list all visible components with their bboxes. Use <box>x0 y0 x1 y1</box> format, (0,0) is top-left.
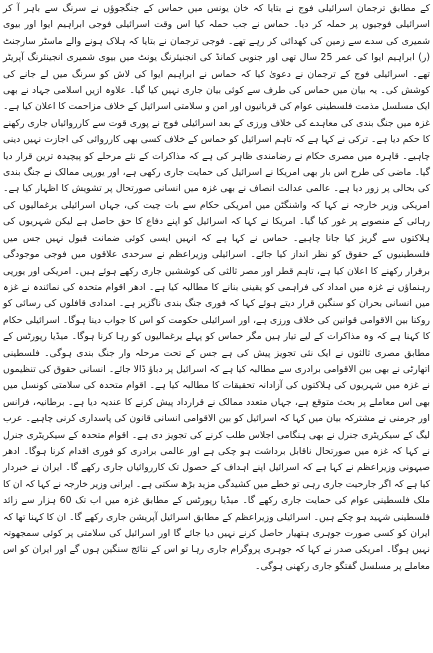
news-article <box>3 1 430 575</box>
article-paragraph: کے مطابق ترجمان اسرائیلی فوج نے بتایا کہ خان یونس میں حماس کے جنگجوؤں نے سرنگ سے باہر آ کر اسرائیلی فوجیوں پر حملہ کر دیا۔ حماس نے جب حملہ کیا اس وقت اسرائیلی فوجی ابراہیم ایوا اور بیوی شمیری کی سدے سے زمین کی کھدائی کر رہے تھے۔ فوجی ترجمان نے بتایا کہ ہلاک ہونے والے ماسٹر سارجنٹ (ر) ابراہیم ایوا کی عمر 25 سال تھی اور جنوبی کمانڈ کی انجنیئرنگ یونٹ میں بیوی شمیری انجینئرنگ آپریٹر تھے۔ اسرائیلی فوج کے ترجمان نے دعویٰ کیا کہ حماس نے ابراہیم ایوا کی لاش کو سرنگ میں لے جانے کی کوشش کی۔ یہ بیان میں حماس کی طرف سے کوئی بیان جاری نہیں کیا گیا۔ علاوہ ازیں اسلامی جہاد نے بھی ایک مسلسل مذمت فلسطینی عوام کی قربانیوں اور امن و سلامتی اسرائیل کے خلاف مزاحمت کا اعلان کیا ہے۔ غزہ میں جنگ بندی کی معاہدے کی خلاف ورزی کے بعد اسرائیلی فوج نے پوری قوت سے کارروائیاں جاری رکھنے کا حکم دیا ہے۔ ترکی نے کہا ہے کہ تاہم اسرائیل کو حماس کے خلاف کسی بھی کارروائی کی اجازت نہیں دینی چاہیے۔ قاہرہ میں مصری حکام نے رضامندی ظاہر کی ہے کہ مذاکرات کے نئے مرحلے کو پیچیدہ ترین قرار دیا گیا۔ ماضی کی طرح اس بار بھی امریکا نے اسرائیل کی حمایت جاری رکھی ہے، اور یورپی ممالک نے جنگ بندی کی بحالی پر زور دیا ہے۔ عالمی عدالت انصاف نے بھی غزہ میں انسانی صورتحال پر تشویش کا اظہار کیا ہے۔ امریکی وزیر خارجہ نے کہا کہ واشنگٹن میں امریکی حکام سے بات چیت کی، جہاں اسرائیلی یرغمالیوں کی رہائی کے منصوبے پر غور کیا گیا۔ امریکا نے کہا کہ اسرائیل کو اپنے دفاع کا حق حاصل ہے لیکن شہریوں کی ہلاکتوں سے گریز کیا جانا چاہیے۔ حماس نے کہا ہے کہ انہیں ایسی کوئی ضمانت قبول نہیں جس میں فلسطینیوں کے حقوق کو نظر انداز کیا جائے۔ اسرائیلی وزیراعظم نے سرحدی علاقوں میں فوجی موجودگی برقرار رکھنے کا اعلان کیا ہے، تاہم قطر اور مصر ثالثی کی کوششیں جاری رکھے ہوئے ہیں۔ امریکی اور یورپی رہنماؤں نے غزہ میں امداد کی فراہمی کو یقینی بنانے کا مطالبہ کیا ہے۔ ادھر اقوام متحدہ کی نمائندہ نے غزہ میں انسانی بحران کو سنگین قرار دیتے ہوئے کہا کہ فوری جنگ بندی ناگزیر ہے۔ امدادی قافلوں کی رسائی کو روکنا بین الاقوامی قوانین کی خلاف ورزی ہے، اور اسرائیلی حکومت کو اس کا جواب دینا ہوگا۔ اسرائیلی حکام کا کہنا ہے کہ وہ مذاکرات کے لیے تیار ہیں مگر حماس کو پہلے یرغمالیوں کو رہا کرنا ہوگا۔ میڈیا رپورٹس کے مطابق مصری ثالثوں نے ایک نئی تجویز پیش کی ہے جس کے تحت مرحلہ وار جنگ بندی ہوگی۔ فلسطینی اتھارٹی نے بھی بین الاقوامی برادری سے مطالبہ کیا ہے کہ اسرائیل پر دباؤ ڈالا جائے۔ انسانی حقوق کی تنظیموں نے غزہ میں شہریوں کی ہلاکتوں کی آزادانہ تحقیقات کا مطالبہ کیا ہے۔ اقوام متحدہ کی سلامتی کونسل میں بھی اس معاملے پر بحث متوقع ہے، جہاں متعدد ممالک نے قرارداد پیش کرنے کا عندیہ دیا ہے۔ برطانیہ، فرانس اور جرمنی نے مشترکہ بیان میں کہا کہ اسرائیل کو بین الاقوامی انسانی قانون کی پاسداری کرنی چاہیے۔ عرب لیگ کے سیکریٹری جنرل نے بھی ہنگامی اجلاس طلب کرنے کی تجویز دی ہے۔ اقوام متحدہ کے سیکریٹری جنرل نے کہا کہ غزہ میں صورتحال ناقابل برداشت ہو چکی ہے اور عالمی برادری کو فوری اقدام کرنا ہوگا۔ ادھر صیہونی وزیراعظم نے کہا ہے کہ اسرائیل اپنے اہداف کے حصول تک کارروائیاں جاری رکھے گا۔ ایران نے خبردار کیا ہے کہ اگر جارحیت جاری رہی تو خطے میں کشیدگی مزید بڑھ سکتی ہے۔ ایرانی وزیر خارجہ نے کہا کہ ان کا ملک فلسطینی عوام کی حمایت جاری رکھے گا۔ میڈیا رپورٹس کے مطابق غزہ میں اب تک 60 ہزار سے زائد فلسطینی شہید ہو چکے ہیں۔ اسرائیلی وزیراعظم کے مطابق اسرائیل آپریشن جاری رکھے گا۔ ان کا کہنا تھا کہ ایران کو کسی صورت جوہری ہتھیار حاصل کرنے نہیں دیا جائے گا اور اسرائیل کی سلامتی پر کوئی سمجھوتہ نہیں ہوگا۔ امریکی صدر نے کہا کہ جوہری پروگرام جاری رہا تو اس کے نتائج سنگین ہوں گے اور ایران کو اس معاملے پر مسلسل گفتگو جاری رکھنی ہوگی۔ <box>3 3 430 572</box>
